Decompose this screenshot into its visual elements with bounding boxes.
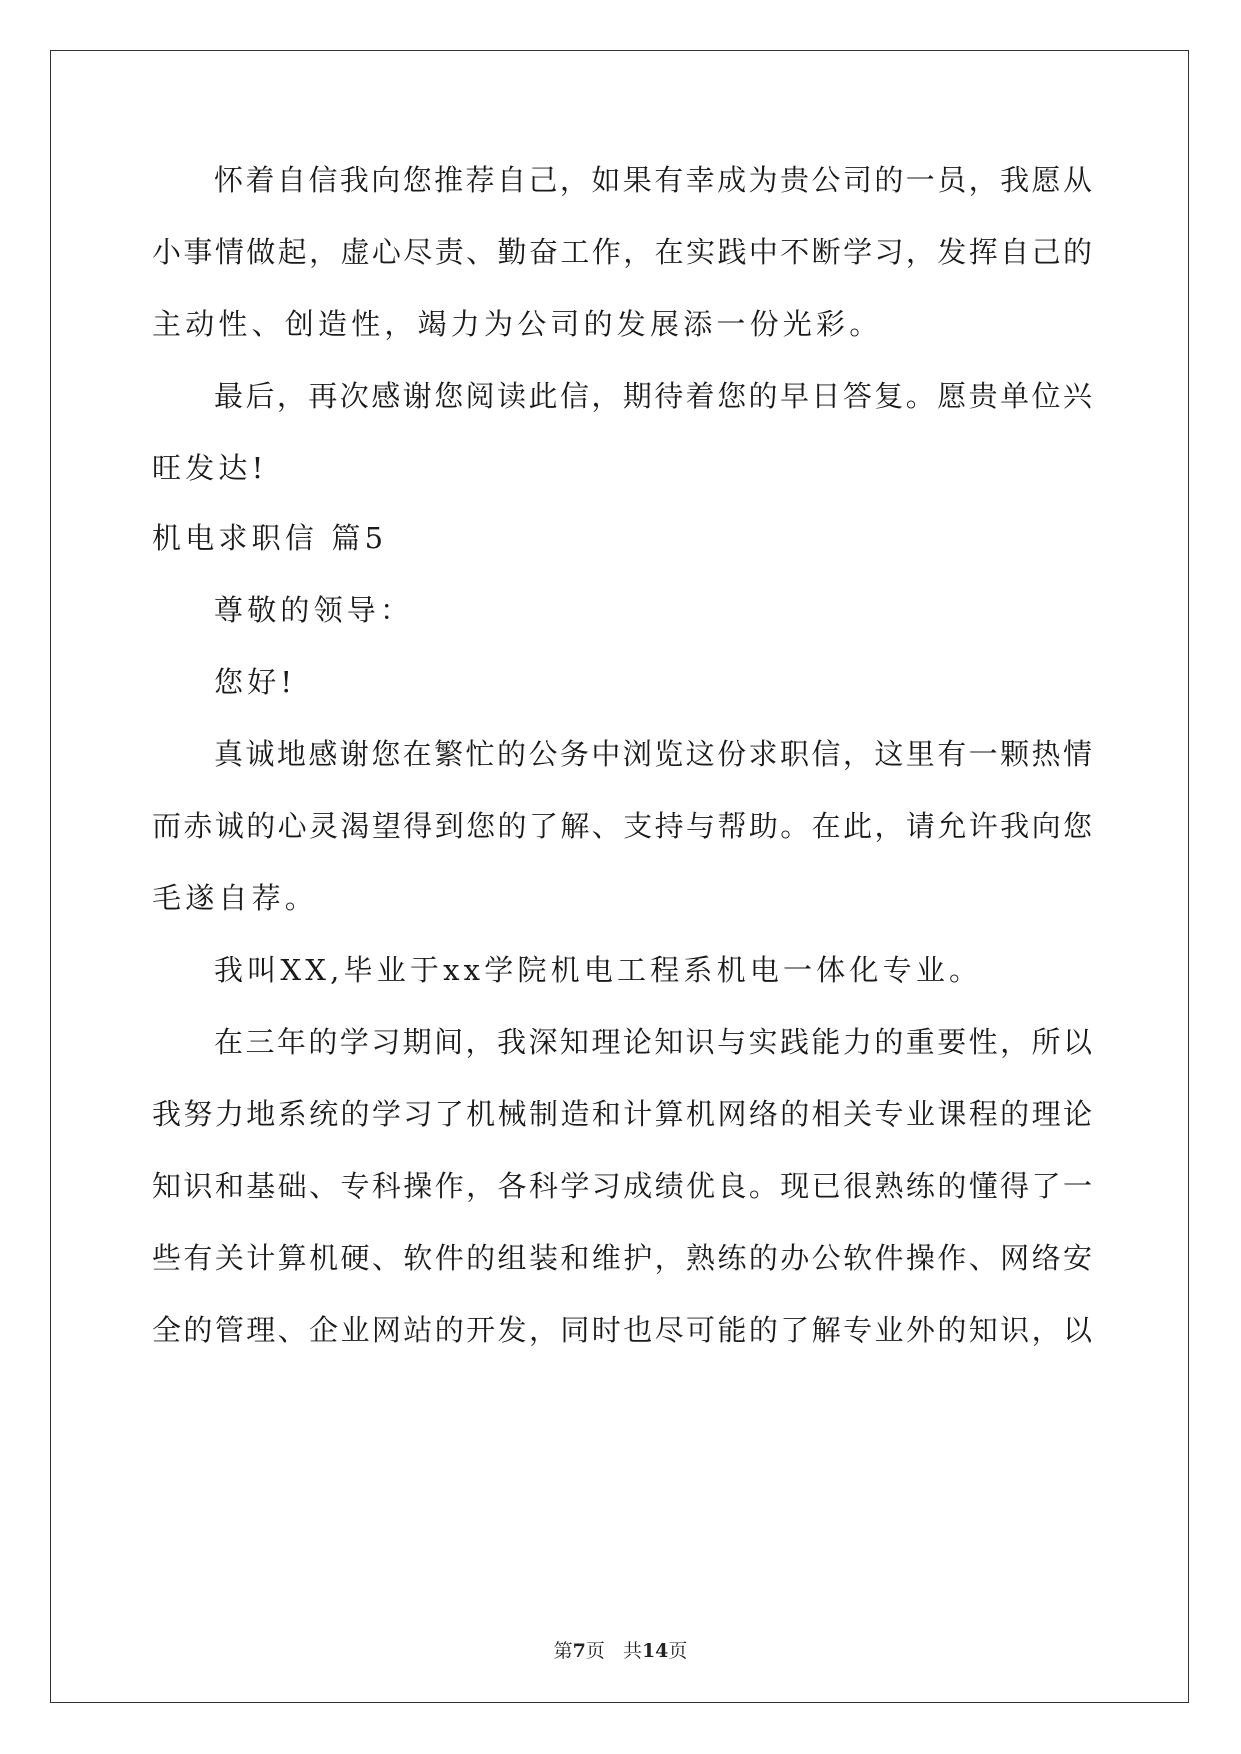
paragraph-line: 全的管理、企业网站的开发，同时也尽可能的了解专业外的知识，以 [152, 1313, 1092, 1347]
greeting: 您好! [214, 665, 297, 699]
page-border [50, 50, 1189, 1703]
paragraph-line: 知识和基础、专科操作，各科学习成绩优良。现已很熟练的懂得了一 [152, 1169, 1092, 1203]
page-prefix: 第 [553, 1640, 573, 1662]
section-heading: 机电求职信 篇5 [152, 521, 388, 555]
salutation: 尊敬的领导： [214, 593, 414, 627]
paragraph-line: 毛遂自荐。 [152, 881, 319, 915]
page-number-footer [0, 1639, 1241, 1663]
paragraph-line: 我努力地系统的学习了机械制造和计算机网络的相关专业课程的理论 [152, 1097, 1092, 1131]
paragraph-line: 小事情做起，虚心尽责、勤奋工作，在实践中不断学习，发挥自己的 [152, 235, 1092, 269]
paragraph-line: 真诚地感谢您在繁忙的公务中浏览这份求职信，这里有一颗热情 [214, 737, 1092, 771]
paragraph-line: 我叫XX,毕业于xx学院机电工程系机电一体化专业。 [214, 953, 983, 987]
page-middle-text: 页 共 [585, 1640, 642, 1662]
paragraph-line: 在三年的学习期间，我深知理论知识与实践能力的重要性，所以 [214, 1025, 1092, 1059]
paragraph-line: 最后，再次感谢您阅读此信，期待着您的早日答复。愿贵单位兴 [214, 379, 1092, 413]
current-page-number: 7 [572, 1640, 586, 1662]
page-suffix: 页 [668, 1640, 688, 1662]
total-page-number: 14 [641, 1640, 669, 1662]
paragraph-line: 主动性、创造性，竭力为公司的发展添一份光彩。 [152, 307, 883, 341]
paragraph-line: 怀着自信我向您推荐自己，如果有幸成为贵公司的一员，我愿从 [214, 163, 1092, 197]
paragraph-line: 而赤诚的心灵渴望得到您的了解、支持与帮助。在此，请允许我向您 [152, 809, 1092, 843]
paragraph-line: 旺发达! [152, 451, 268, 485]
paragraph-line: 些有关计算机硬、软件的组装和维护，熟练的办公软件操作、网络安 [152, 1241, 1092, 1275]
